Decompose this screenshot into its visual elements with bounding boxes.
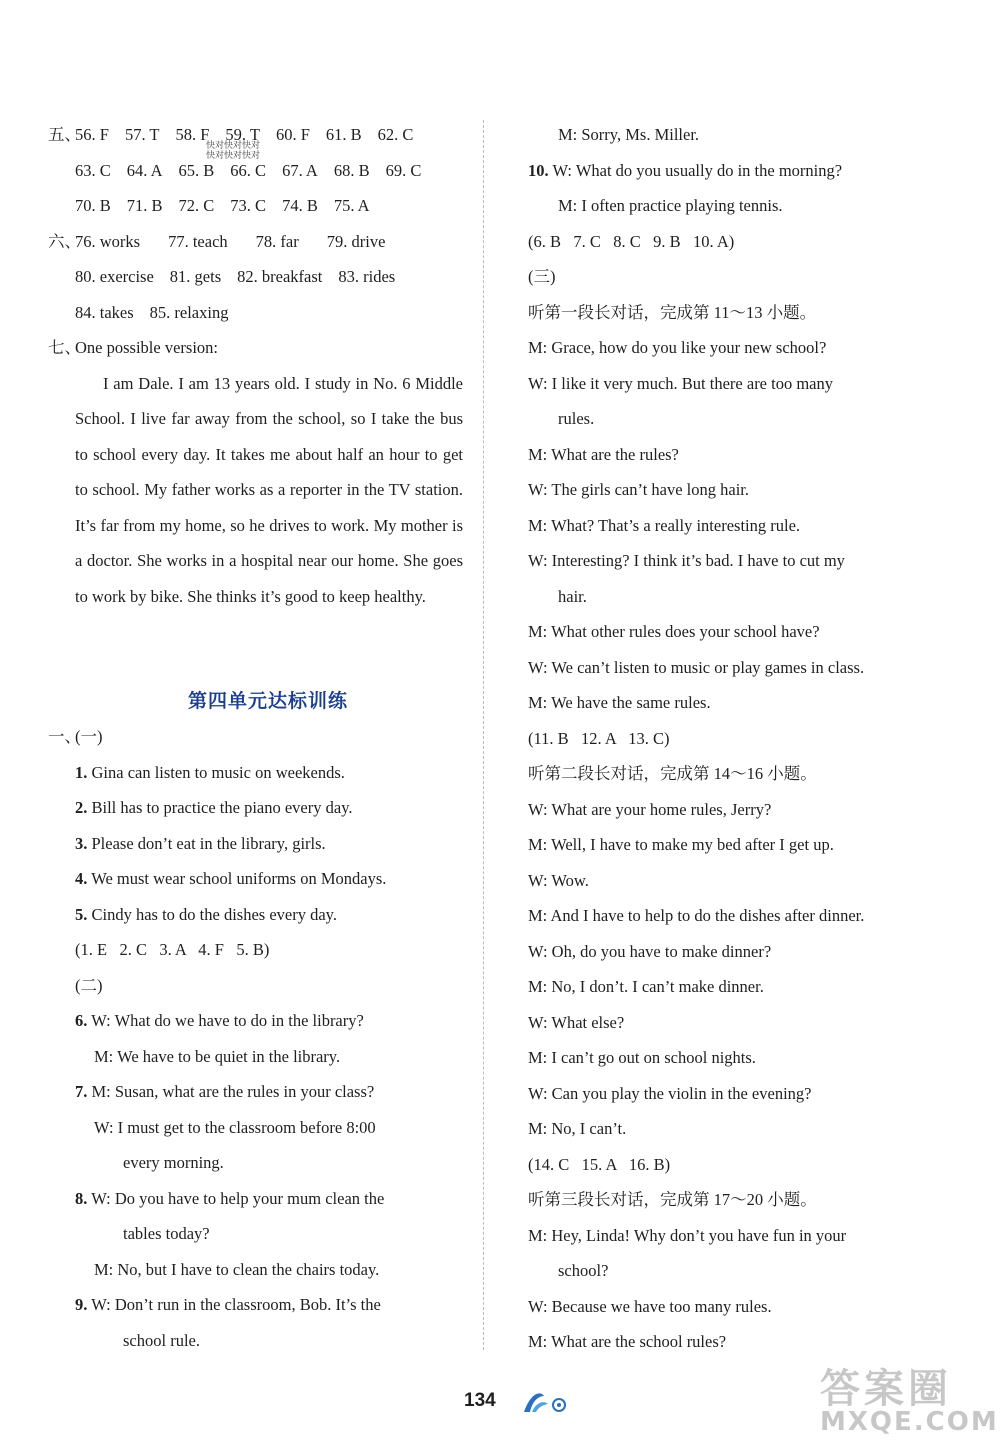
dialogue-line	[48, 1287, 468, 1323]
answer-item: 57. T	[124, 125, 160, 144]
line-text: 听第一段长对话，完成第 11～13 小题。	[528, 302, 817, 322]
right-line	[528, 1005, 928, 1041]
part2-label: (二)	[75, 975, 103, 995]
listening-sentence	[48, 790, 468, 826]
right-line	[528, 508, 928, 544]
line-text: M: What? That’s a really interesting rule.	[528, 515, 801, 535]
line-text: W: Oh, do you have to make dinner?	[528, 941, 772, 961]
answer-item: 83. rides	[338, 267, 396, 286]
line-text: M: And I have to help to do the dishes after dinner.	[528, 906, 865, 925]
dialogue-line: M: We have to be quiet in the library.	[94, 1046, 341, 1066]
right-line	[528, 472, 928, 508]
right-line	[528, 224, 928, 260]
sentence-text: We must wear school uniforms on Mondays.	[91, 869, 387, 888]
line-text: M: Sorry, Ms. Miller.	[558, 125, 700, 144]
dialogue-line	[48, 1003, 468, 1039]
dialogue-line	[48, 1074, 468, 1110]
right-line	[528, 614, 928, 650]
right-line	[528, 188, 928, 224]
part1-prefix: 一、	[48, 727, 81, 746]
right-line	[528, 1218, 928, 1254]
item-number: 8.	[75, 1188, 88, 1208]
right-line	[528, 579, 928, 615]
section5-line2	[48, 153, 468, 189]
answer-item: 66. C	[230, 160, 267, 180]
right-line	[528, 721, 928, 757]
watermark	[808, 1355, 999, 1441]
answer-item: 75. A	[333, 196, 370, 215]
answer-item: 80. exercise	[75, 267, 154, 286]
line-text: M: I often practice playing tennis.	[558, 196, 783, 215]
answer-item: 73. C	[230, 196, 267, 215]
answer-item: 72. C	[178, 196, 215, 215]
answer-item: 62. C	[377, 125, 414, 144]
right-line	[528, 898, 928, 934]
line-text: W: What else?	[528, 1012, 625, 1032]
item-number: 4.	[75, 869, 88, 888]
answer-item: 59. T	[225, 125, 260, 144]
answer-item: 78. far	[255, 231, 299, 251]
line-text: W: What are your home rules, Jerry?	[528, 799, 772, 819]
answer-item: 69. C	[385, 160, 422, 180]
answer-item: 65. B	[178, 160, 215, 180]
essay-paragraph: I am Dale. I am 13 years old. I study in No. 6 Middle School. I live far away from the school, so I take the bus to school every day. It takes me about half an hour to get to school. My father works as a reporter in the TV station. It’s far from my home, so he drives to work. My mother is a doctor. She works in a hospital near our home. She goes to work by bike. She thinks it’s good to keep healthy.	[75, 373, 463, 606]
publisher-logo-icon	[520, 1388, 570, 1416]
line-text: W: Because we have too many rules.	[528, 1296, 772, 1316]
line-text: school?	[558, 1261, 609, 1280]
right-line	[528, 685, 928, 721]
part1-label: (一)	[75, 727, 103, 746]
listening-sentence	[48, 861, 468, 897]
part1-heading	[48, 719, 468, 755]
sentence-text: Bill has to practice the piano every day.	[91, 798, 353, 817]
dialogue-text: M: Susan, what are the rules in your class?	[91, 1082, 375, 1101]
answer-item: 63. C	[75, 160, 111, 180]
line-text: (11. B 12. A 13. C)	[528, 728, 670, 748]
dialogue-line	[48, 1181, 468, 1217]
answer-item: 58. F	[175, 125, 210, 144]
right-line	[528, 1040, 928, 1076]
right-line	[528, 1147, 928, 1183]
line-text: M: No, I can’t.	[528, 1119, 627, 1138]
section6-prefix: 六、	[48, 231, 81, 251]
answer-item: 71. B	[126, 196, 163, 215]
line-text: M: Hey, Linda! Why don’t you have fun in your	[528, 1225, 847, 1245]
watermark-text: 答案圈	[820, 1366, 952, 1412]
line-text: W: I like it very much. But there are too many	[528, 373, 834, 393]
line-text: M: What other rules does your school have?	[528, 622, 820, 641]
dialogue-line: W: I must get to the classroom before 8:00	[94, 1117, 376, 1137]
item-number: 5.	[75, 904, 88, 924]
section5-prefix: 五、	[48, 125, 81, 144]
line-text: M: No, I don’t. I can’t make dinner.	[528, 977, 764, 996]
line-text: M: Grace, how do you like your new school?	[528, 338, 827, 357]
answer-item: 70. B	[75, 196, 111, 215]
line-text: W: Wow.	[528, 870, 589, 890]
right-line	[528, 1253, 928, 1289]
item-number: 10.	[528, 160, 549, 180]
answer-item: 74. B	[282, 196, 318, 215]
right-line	[528, 330, 928, 366]
dialogue-text: W: Do you have to help your mum clean the	[91, 1188, 385, 1208]
line-text: (14. C 15. A 16. B)	[528, 1154, 671, 1174]
section6-line2	[48, 259, 468, 295]
handwritten-scribble: 快对快对快对 快对快对快对	[206, 141, 261, 161]
answer-item: 60. F	[275, 125, 310, 144]
right-line	[528, 366, 928, 402]
line-text: W: Can you play the violin in the evening?	[528, 1083, 812, 1103]
answer-item: 61. B	[325, 125, 362, 144]
line-text: (三)	[528, 267, 556, 286]
section6-line1	[48, 224, 468, 260]
sentence-text: Please don’t eat in the library, girls.	[91, 833, 326, 853]
item-number: 6.	[75, 1011, 88, 1030]
line-text: M: Well, I have to make my bed after I get up.	[528, 835, 834, 854]
item-number: 1.	[75, 762, 88, 782]
left-column	[48, 117, 468, 1358]
line-text: M: What are the rules?	[528, 444, 679, 464]
dialogue-line: tables today?	[123, 1224, 210, 1243]
answer-item: 64. A	[126, 160, 163, 180]
listening-sentence	[48, 755, 468, 791]
sentence-text: Cindy has to do the dishes every day.	[91, 904, 337, 924]
listening-sentence	[48, 826, 468, 862]
right-line	[528, 827, 928, 863]
right-line	[528, 259, 928, 295]
dialogue-line: M: No, but I have to clean the chairs today.	[94, 1259, 380, 1279]
answer-item: 56. F	[75, 125, 109, 144]
right-line	[528, 117, 928, 153]
right-line	[528, 969, 928, 1005]
section5-line3	[48, 188, 468, 224]
line-text: W: Interesting? I think it’s bad. I have to cut my	[528, 551, 845, 570]
line-text: M: We have the same rules.	[528, 693, 711, 712]
answer-item: 85. relaxing	[149, 302, 229, 322]
section7-heading	[48, 330, 468, 366]
dialogue-text: W: What do we have to do in the library?	[91, 1011, 364, 1030]
answer-item: 76. works	[75, 231, 141, 251]
section5-line1	[48, 117, 468, 161]
dialogue-line: every morning.	[123, 1153, 224, 1172]
line-text: M: I can’t go out on school nights.	[528, 1048, 756, 1067]
answer-item: 68. B	[333, 160, 370, 180]
right-line	[528, 1111, 928, 1147]
right-line	[528, 792, 928, 828]
right-column	[528, 117, 928, 1360]
right-line	[528, 934, 928, 970]
section6-line3	[48, 295, 468, 331]
section7-prefix: 七、	[48, 338, 81, 357]
right-line	[528, 1182, 928, 1218]
line-text: (6. B 7. C 8. C 9. B 10. A)	[528, 231, 735, 251]
unit4-title: 第四单元达标训练	[187, 690, 348, 712]
right-line	[528, 401, 928, 437]
right-line	[528, 295, 928, 331]
right-line	[528, 1289, 928, 1325]
line-text: W: We can’t listen to music or play games in class.	[528, 657, 865, 677]
right-line	[528, 543, 928, 579]
line-text: 听第三段长对话，完成第 17～20 小题。	[528, 1190, 817, 1209]
listening-sentence	[48, 897, 468, 933]
item-number: 7.	[75, 1082, 88, 1101]
right-line	[528, 863, 928, 899]
sentence-text: Gina can listen to music on weekends.	[91, 762, 345, 782]
line-text: W: What do you usually do in the morning?	[552, 160, 843, 180]
right-line	[528, 153, 928, 189]
dialogue-line: school rule.	[123, 1330, 200, 1350]
answer-item: 67. A	[282, 160, 318, 180]
line-text: rules.	[558, 409, 595, 428]
answer-item: 82. breakfast	[237, 267, 323, 286]
dialogue-text: W: Don’t run in the classroom, Bob. It’s the	[91, 1295, 381, 1314]
section7-label: One possible version:	[75, 338, 218, 357]
answer-item: 81. gets	[169, 267, 222, 286]
answer-item: 79. drive	[326, 231, 386, 251]
item-number: 9.	[75, 1295, 88, 1314]
page-number: 134	[464, 1390, 496, 1411]
line-text: 听第二段长对话，完成第 14～16 小题。	[528, 764, 817, 783]
right-line	[528, 1076, 928, 1112]
right-line	[528, 437, 928, 473]
part1-answers: (1. E 2. C 3. A 4. F 5. B)	[75, 940, 270, 959]
line-text: M: What are the school rules?	[528, 1332, 727, 1351]
item-number: 3.	[75, 833, 88, 853]
right-line	[528, 756, 928, 792]
line-text: W: The girls can’t have long hair.	[528, 480, 750, 499]
column-divider	[483, 120, 484, 1350]
answer-item: 77. teach	[168, 231, 228, 251]
line-text: hair.	[558, 586, 587, 606]
right-line	[528, 650, 928, 686]
watermark-url: MXQE.COM	[820, 1407, 999, 1437]
answer-item: 84. takes	[75, 302, 134, 322]
item-number: 2.	[75, 798, 88, 817]
